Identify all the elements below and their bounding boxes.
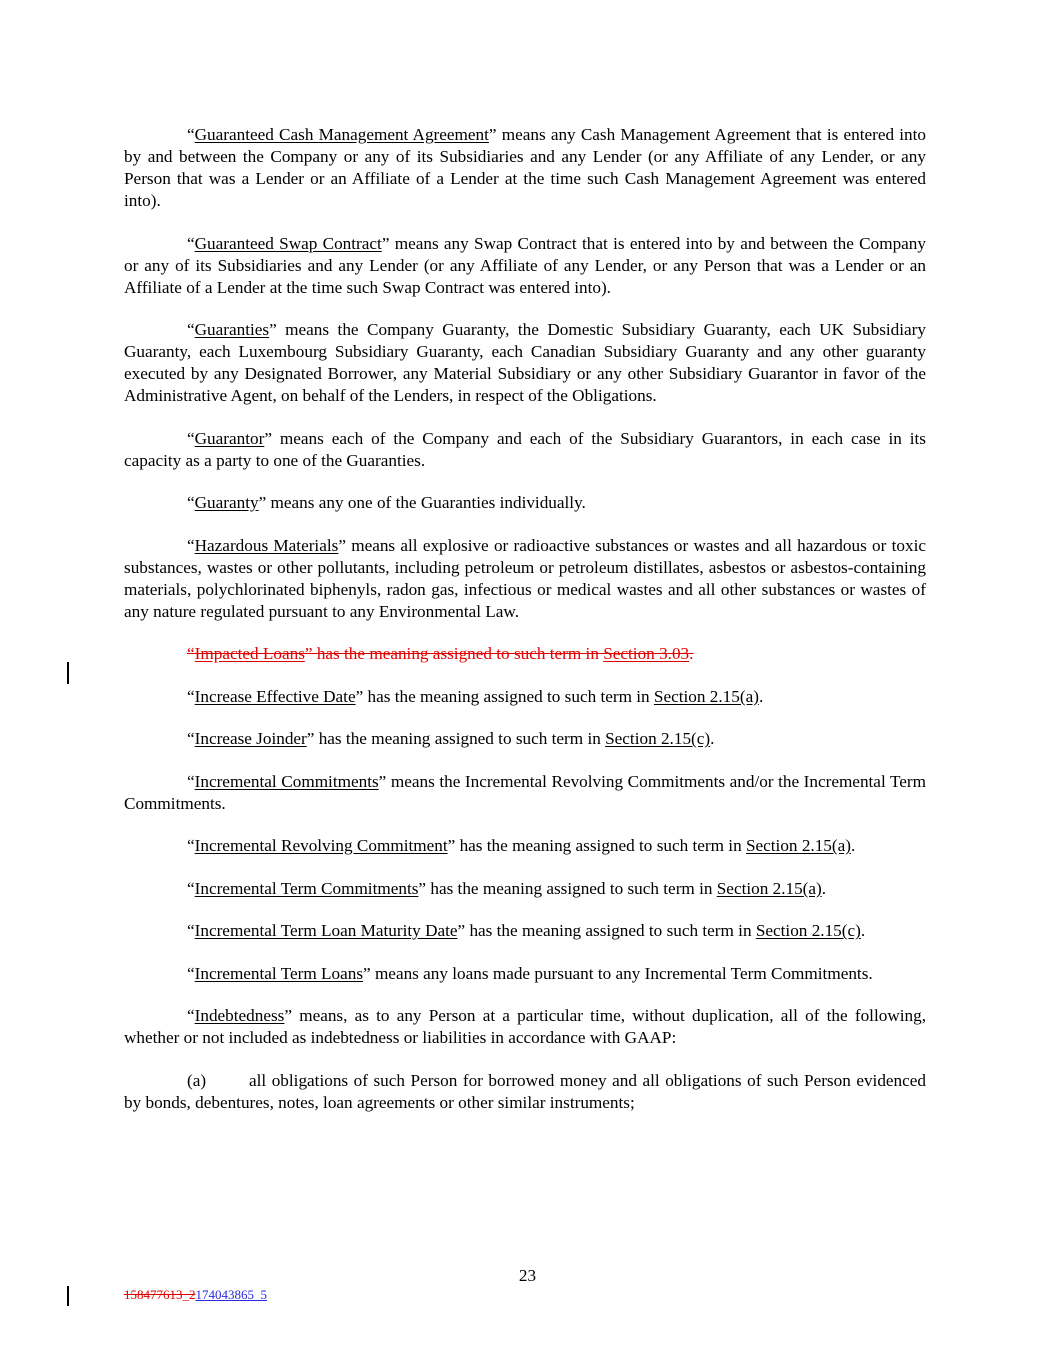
definition-text: ” means each of the Company and each of the Subsidiary Guarantors, in each case in its capacity as a party to one of the Guaranties. (124, 428, 926, 470)
defined-term: Impacted Loans (194, 644, 305, 663)
item-label: (a) (187, 1070, 207, 1090)
definition-guaranteed-swap-contract: “Guaranteed Swap Contract” means any Swap Contract that is entered into by and between the Company or any of its Subsidiaries and any Lender (or any Affiliate of any Lender, or any Person that was a Lender or an Affiliate of a Lender at the time such Swap Contract was entered into). (124, 233, 926, 297)
definition-text: ” has the meaning assigned to such term in (418, 878, 717, 898)
defined-term: Indebtedness (194, 1006, 285, 1025)
defined-term: Incremental Term Commitments (194, 878, 419, 898)
definition-text: ” means, as to any Person at a particular time, without duplication, all of the following, whether or not included as indebtedness or liabilities in accordance with GAAP: (124, 1006, 926, 1047)
definition-increase-effective-date: “Increase Effective Date” has the meaning assigned to such term in Section 2.15(a). (187, 686, 764, 706)
definition-text: ” means all explosive or radioactive substances or wastes and all hazardous or toxic substances, wastes or other pollutants, including petroleum or petroleum distillates, asbestos or asbestos-containing materials, polychlorinated biphenyls, radon gas, infectious or medical wastes and all other substances or wastes of any nature regulated pursuant to any Environmental Law. (124, 535, 926, 621)
definition-text: ” has the meaning assigned to such term in (355, 686, 654, 706)
definition-text: ” means any Swap Contract that is entered into by and between the Company or any of its Subsidiaries and any Lender (or any Affiliate of any Lender, or any Person that was a Lender or an Affiliate of a Lender at the time such Swap Contract was entered into). (124, 233, 926, 297)
definition-text: ” has the meaning assigned to such term in (306, 729, 606, 748)
change-bar (67, 1286, 69, 1306)
defined-term: Incremental Term Loan Maturity Date (194, 921, 458, 940)
definition-text: ” means the Incremental Revolving Commitments and/or the Incremental Term Commitments. (124, 771, 926, 813)
section-reference: Section 2.15(a) (745, 836, 851, 855)
item-text: all obligations of such Person for borrowed money and all obligations of such Person evidenced by bonds, debentures, notes, loan agreements or other similar instruments; (124, 1070, 926, 1112)
definition-incremental-term-loans: “Incremental Term Loans” means any loans made pursuant to any Incremental Term Commitments. (187, 963, 873, 983)
definition-hazardous-materials: “Hazardous Materials” means all explosive or radioactive substances or wastes and all hazardous or toxic substances, wastes or other pollutants, including petroleum or petroleum distillates, asbestos or asbestos-containing materials, polychlorinated biphenyls, radon gas, infectious or medical wastes and all other substances or wastes of any nature regulated pursuant to any Environmental Law. (124, 535, 926, 621)
page-number: 23 (518, 1266, 537, 1285)
defined-term: Guarantor (194, 428, 265, 448)
definition-text: ” has the meaning assigned to such term in (304, 644, 604, 663)
defined-term: Increase Joinder (194, 729, 307, 748)
indebtedness-item-a (124, 1070, 926, 1114)
definition-indebtedness: “Indebtedness” means, as to any Person at a particular time, without duplication, all of the following, whether or not included as indebtedness or liabilities in accordance with GAAP: (124, 1006, 926, 1047)
section-reference: Section 2.15(c) (755, 921, 861, 940)
document-body (124, 124, 926, 1134)
definition-increase-joinder: “Increase Joinder” has the meaning assigned to such term in Section 2.15(c). (187, 729, 715, 748)
defined-term: Incremental Term Loans (194, 963, 364, 983)
definition-guaranteed-cash-management-agreement: “Guaranteed Cash Management Agreement” means any Cash Management Agreement that is entered into by and between the Company or any of its Subsidiaries and any Lender (or any Affiliate of any Lender, or any Person that was a Lender or an Affiliate of a Lender at the time such Cash Management Agreement was entered into). (124, 125, 926, 210)
definition-text: ” has the meaning assigned to such term in (457, 921, 756, 940)
defined-term: Hazardous Materials (194, 535, 339, 555)
defined-term: Increase Effective Date (194, 686, 356, 706)
defined-term: Guaranteed Swap Contract (194, 233, 382, 253)
definition-guarantor: “Guarantor” means each of the Company and each of the Subsidiary Guarantors, in each case in its capacity as a party to one of the Guaranties. (124, 428, 926, 470)
definition-text: ” means any loans made pursuant to any Incremental Term Commitments. (363, 963, 873, 983)
definition-text: ” means the Company Guaranty, the Domestic Subsidiary Guaranty, each UK Subsidiary Guaranty, each Luxembourg Subsidiary Guaranty, each Canadian Subsidiary Guaranty and any other guaranty executed by any Designated Borrower, any Material Subsidiary or any other Subsidiary Guarantor in favor of the Administrative Agent, on behalf of the Lenders, in respect of the Obligations. (124, 320, 926, 405)
defined-term: Guaranteed Cash Management Agreement (194, 125, 489, 144)
definition-incremental-term-commitments: “Incremental Term Commitments” has the meaning assigned to such term in Section 2.15(a). (187, 878, 827, 898)
section-reference: Section 3.03 (603, 644, 690, 663)
definition-text: ” means any one of the Guaranties individually. (258, 493, 586, 512)
document-id (124, 1287, 267, 1303)
definition-text: ” has the meaning assigned to such term in (447, 836, 746, 855)
deleted-definition-impacted-loans: “Impacted Loans” has the meaning assigned to such term in Section 3.03. (187, 644, 694, 663)
defined-term: Incremental Revolving Commitment (194, 836, 448, 855)
defined-term: Guaranty (194, 493, 259, 512)
section-reference: Section 2.15(a) (653, 686, 759, 706)
defined-term: Guaranties (194, 320, 270, 339)
definition-guaranties: “Guaranties” means the Company Guaranty, the Domestic Subsidiary Guaranty, each UK Subsidiary Guaranty, each Luxembourg Subsidiary Guaranty, each Canadian Subsidiary Guaranty and any other guaranty executed by any Designated Borrower, any Material Subsidiary or any other Subsidiary Guarantor in favor of the Administrative Agent, on behalf of the Lenders, in respect of the Obligations. (124, 320, 926, 405)
definition-incremental-commitments: “Incremental Commitments” means the Incremental Revolving Commitments and/or the Incremental Term Commitments. (124, 771, 926, 813)
definition-incremental-term-loan-maturity-date: “Incremental Term Loan Maturity Date” has the meaning assigned to such term in Section 2.15(c). (187, 921, 866, 940)
document-id-new: 174043865_5 (195, 1287, 267, 1302)
change-bar (67, 662, 69, 684)
section-reference: Section 2.15(a) (716, 878, 822, 898)
document-id-old: 158477613_2 (124, 1287, 196, 1302)
defined-term: Incremental Commitments (194, 771, 379, 791)
definition-text: ” means any Cash Management Agreement that is entered into by and between the Company or any of its Subsidiaries and any Lender (or any Affiliate of any Lender, or any Person that was a Lender or an Affiliate of a Lender at the time such Cash Management Agreement was entered into). (124, 125, 926, 210)
definition-guaranty: “Guaranty” means any one of the Guaranties individually. (187, 493, 586, 512)
section-reference: Section 2.15(c) (605, 729, 711, 748)
definition-incremental-revolving-commitment: “Incremental Revolving Commitment” has the meaning assigned to such term in Section 2.15(a). (187, 836, 856, 855)
